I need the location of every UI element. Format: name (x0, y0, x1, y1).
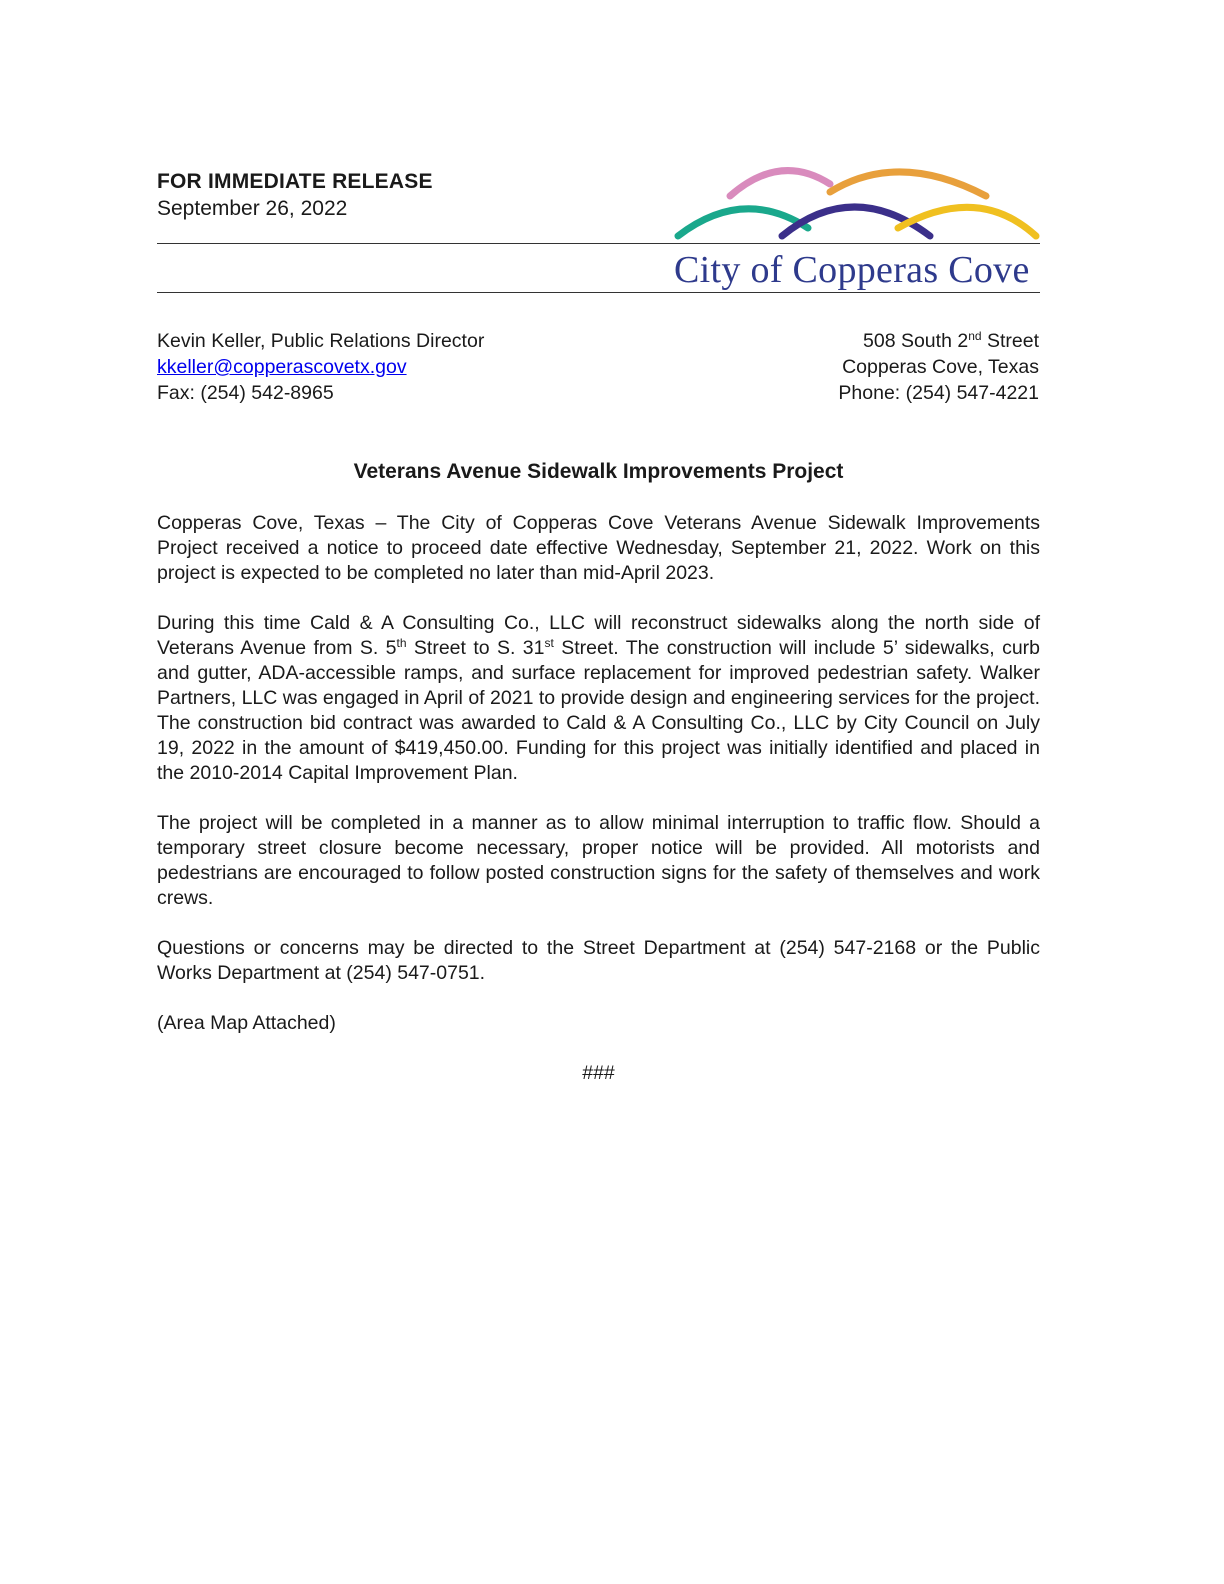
header-rule-bottom (157, 292, 1040, 293)
city-logo-wordmark: City of Copperas Cove (674, 249, 1030, 291)
contact-name-title: Kevin Keller, Public Relations Director (157, 330, 485, 352)
paragraph-details-part: Street to S. 31 (406, 637, 545, 659)
contact-phone: Phone: (254) 547-4221 (838, 382, 1039, 404)
paragraph-details-part: During this time Cald & A Consulting Co., LLC will reconstruct sidewalks along the north side of Veterans Avenue from S. 5 (157, 612, 1040, 659)
header-rule-top (157, 243, 1040, 244)
release-header (157, 170, 433, 221)
address-street: Street (981, 330, 1039, 352)
paragraph-attachment-note: (Area Map Attached) (157, 1012, 336, 1034)
paragraph-traffic: The project will be completed in a manner as to allow minimal interruption to traffic flow. Should a temporary street closure become necessary, proper notice will be provided. All motorists and pedestrians are encouraged to follow posted construction signs for the safety of themselves and work crews. (157, 812, 1040, 909)
address-block (838, 328, 1039, 406)
ordinal-suffix: th (396, 636, 407, 650)
logo-arc-pink (730, 171, 830, 196)
ordinal-suffix: st (544, 636, 554, 650)
address-street-line (838, 328, 1039, 354)
release-label: FOR IMMEDIATE RELEASE (157, 170, 433, 193)
address-number: 508 South 2 (863, 330, 969, 352)
release-title: Veterans Avenue Sidewalk Improvements Project (353, 460, 844, 483)
paragraph-details (157, 611, 1040, 786)
address-ordinal: nd (968, 329, 982, 343)
logo-arc-orange (830, 172, 986, 196)
paragraph-details-part: Street. The construction will include 5’ sidewalks, curb and gutter, ADA-accessible ramps, and surface replacement for improved pedestrian safety. Walker Partners, LLC was engaged in April of 2021 to provide design and engineering services for the project. The construction bid contract was awarded to Cald & A Consulting Co., LLC by City Council on July 19, 2022 in the amount of $419,450.00. Funding for this project was initially identified and placed in the 2010-2014 Capital Improvement Plan. (157, 637, 1040, 784)
release-body (157, 511, 1040, 1086)
contact-email-link[interactable]: kkeller@copperascovetx.gov (157, 356, 407, 378)
paragraph-questions: Questions or concerns may be directed to the Street Department at (254) 547-2168 or the Public Works Department at (254) 547-0751. (157, 937, 1040, 984)
release-date: September 26, 2022 (157, 197, 348, 220)
address-city-state: Copperas Cove, Texas (842, 356, 1039, 378)
contact-fax: Fax: (254) 542-8965 (157, 382, 334, 404)
paragraph-intro: Copperas Cove, Texas – The City of Copperas Cove Veterans Avenue Sidewalk Improvements Project received a notice to proceed date effective Wednesday, September 21, 2022. Work on this project is expected to be completed no later than mid-April 2023. (157, 512, 1040, 584)
end-mark: ### (582, 1062, 615, 1084)
contact-block (157, 328, 484, 406)
